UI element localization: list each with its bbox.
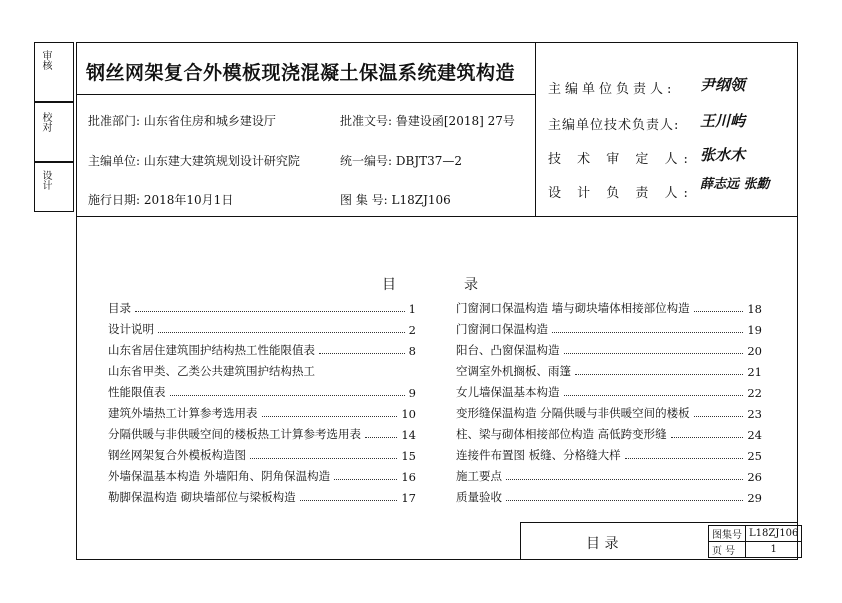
toc-entry (456, 403, 762, 421)
page-label: 页 号 (709, 542, 746, 558)
toc-leader (262, 416, 398, 417)
toc-leader (575, 374, 743, 375)
toc-entry (456, 445, 762, 463)
page-value: 1 (746, 542, 802, 558)
toc-entry (108, 445, 416, 463)
atlas-value: L18ZJ106 (746, 526, 802, 542)
toc-entry-label: 连接件布置图 板缝、分格缝大样 (456, 448, 621, 462)
toc-entry-label: 目录 (108, 301, 131, 315)
header-divider (535, 42, 536, 217)
toc-entry-label: 山东省居住建筑围护结构热工性能限值表 (108, 343, 315, 357)
toc-entry-page: 24 (747, 428, 762, 442)
toc-entry-label: 女儿墙保温基本构造 (456, 385, 560, 399)
toc-entry-label: 空调室外机搁板、雨篷 (456, 364, 571, 378)
toc-entry-label: 性能限值表 (108, 385, 166, 399)
toc-leader (319, 353, 405, 354)
toc-leader (564, 353, 744, 354)
toc-leader (135, 311, 405, 312)
toc-entry (456, 382, 762, 400)
toc-entry-label: 勒脚保温构造 砌块墙部位与梁板构造 (108, 490, 296, 504)
toc-entry-label: 钢丝网架复合外模板构造图 (108, 448, 246, 462)
toc-entry-label: 外墙保温基本构造 外墙阳角、阴角保温构造 (108, 469, 331, 483)
toc-entry (108, 319, 416, 337)
toc-entry-page: 22 (747, 386, 762, 400)
approval-dept-label: 批准部门: (88, 114, 141, 128)
toc-entry-page: 26 (747, 470, 762, 484)
toc-entry (456, 466, 762, 484)
toc-leader (506, 479, 743, 480)
side-signature-strip (34, 42, 74, 212)
toc-leader (506, 500, 743, 501)
toc-leader (300, 500, 398, 501)
document-title: 钢丝网架复合外模板现浇混凝土保温系统建筑构造 (86, 62, 516, 84)
toc-entry (108, 487, 416, 505)
effective-date: 2018年10月1日 (143, 193, 234, 207)
toc-entry-label: 分隔供暖与非供暖空间的楼板热工计算参考选用表 (108, 427, 361, 441)
signature: 薛志远 张勤 (700, 177, 770, 192)
toc-entry-page: 10 (401, 407, 416, 421)
toc-entry-page: 29 (747, 491, 762, 505)
toc-entry-label: 门窗洞口保温构造 (456, 322, 548, 336)
toc-leader (694, 416, 744, 417)
editor: 山东建大建筑规划设计研究院 (143, 154, 300, 168)
toc-entry (108, 424, 416, 442)
toc-entry-page: 9 (408, 386, 416, 400)
toc-entry-label: 柱、梁与砌体相接部位构造 高低跨变形缝 (456, 427, 667, 441)
toc-entry (456, 319, 762, 337)
approval-dept: 山东省住房和城乡建设厅 (143, 114, 276, 128)
title-underline (76, 94, 536, 95)
atlas-no-label: 图 集 号: (340, 193, 388, 207)
responsible-label: 技 术 审 定 人: (548, 152, 694, 167)
toc-entry-label: 施工要点 (456, 469, 502, 483)
toc-leader (158, 332, 405, 333)
toc-entry-page: 14 (401, 428, 416, 442)
toc-entry-label: 门窗洞口保温构造 墙与砌块墙体相接部位构造 (456, 301, 690, 315)
toc-entry-page: 17 (401, 491, 416, 505)
toc-entry-page: 15 (401, 449, 416, 463)
toc-entry-page: 18 (747, 302, 762, 316)
toc-entry-page: 8 (408, 344, 416, 358)
signature: 尹纲领 (700, 76, 746, 94)
editor-label: 主编单位: (88, 154, 141, 168)
toc-entry-page: 16 (401, 470, 416, 484)
toc-entry (456, 361, 762, 379)
toc-leader (334, 479, 397, 480)
toc-entry (108, 382, 416, 400)
titleblock-top-line (520, 522, 798, 523)
toc-leader (365, 437, 397, 438)
toc-leader (625, 458, 744, 459)
atlas-label: 图集号 (709, 526, 746, 542)
effective-label: 施行日期: (88, 193, 141, 207)
signature: 张水木 (700, 146, 746, 164)
atlas-no: L18ZJ106 (391, 193, 451, 207)
toc-leader (694, 311, 744, 312)
toc-entry-page: 25 (747, 449, 762, 463)
side-stamp-label: 校对 (40, 112, 51, 132)
side-stamp-label: 设计 (40, 170, 51, 190)
toc-entry (108, 298, 416, 316)
toc-entry-label: 建筑外墙热工计算参考选用表 (108, 406, 258, 420)
approval-no-label: 批准文号: (340, 114, 393, 128)
toc-entry (108, 403, 416, 421)
toc-entry-label: 质量验收 (456, 490, 502, 504)
side-stamp-label: 审核 (40, 50, 51, 70)
toc-leader (250, 458, 397, 459)
responsible-label: 主编单位负责人: (548, 82, 676, 97)
toc-leader (552, 332, 743, 333)
toc-leader (671, 437, 744, 438)
responsible-label: 设 计 负 责 人: (548, 186, 694, 201)
toc-entry (456, 340, 762, 358)
toc-leader (564, 395, 744, 396)
side-stamp-cell (34, 102, 74, 162)
signature: 王川屿 (700, 112, 746, 130)
toc-heading-left: 目 (382, 277, 396, 293)
toc-entry-page: 2 (408, 323, 416, 337)
unified-no: DBJT37—2 (395, 154, 463, 168)
toc-entry (456, 298, 762, 316)
toc-entry (108, 361, 416, 379)
toc-leader (170, 395, 405, 396)
toc-entry (456, 487, 762, 505)
approval-no: 鲁建设函[2018] 27号 (395, 114, 515, 128)
titleblock-table (708, 525, 802, 558)
toc-entry (456, 424, 762, 442)
unified-no-label: 统一编号: (340, 154, 393, 168)
toc-entry-page: 23 (747, 407, 762, 421)
toc-entry-label: 设计说明 (108, 322, 154, 336)
header-bottom-line (76, 216, 798, 217)
toc-entry-page: 20 (747, 344, 762, 358)
toc-entry-page: 19 (747, 323, 762, 337)
titleblock-name: 目 录 (586, 536, 619, 552)
toc-entry-label: 阳台、凸窗保温构造 (456, 343, 560, 357)
toc-heading-right: 录 (464, 277, 478, 293)
toc-entry-page: 1 (408, 302, 416, 316)
titleblock-left-line (520, 522, 521, 560)
toc-entry (108, 466, 416, 484)
toc-entry (108, 340, 416, 358)
toc-entry-page: 21 (747, 365, 762, 379)
toc-entry-label: 变形缝保温构造 分隔供暖与非供暖空间的楼板 (456, 406, 690, 420)
toc-entry-label: 山东省甲类、乙类公共建筑围护结构热工 (108, 364, 315, 378)
responsible-label: 主编单位技术负责人: (548, 118, 680, 133)
